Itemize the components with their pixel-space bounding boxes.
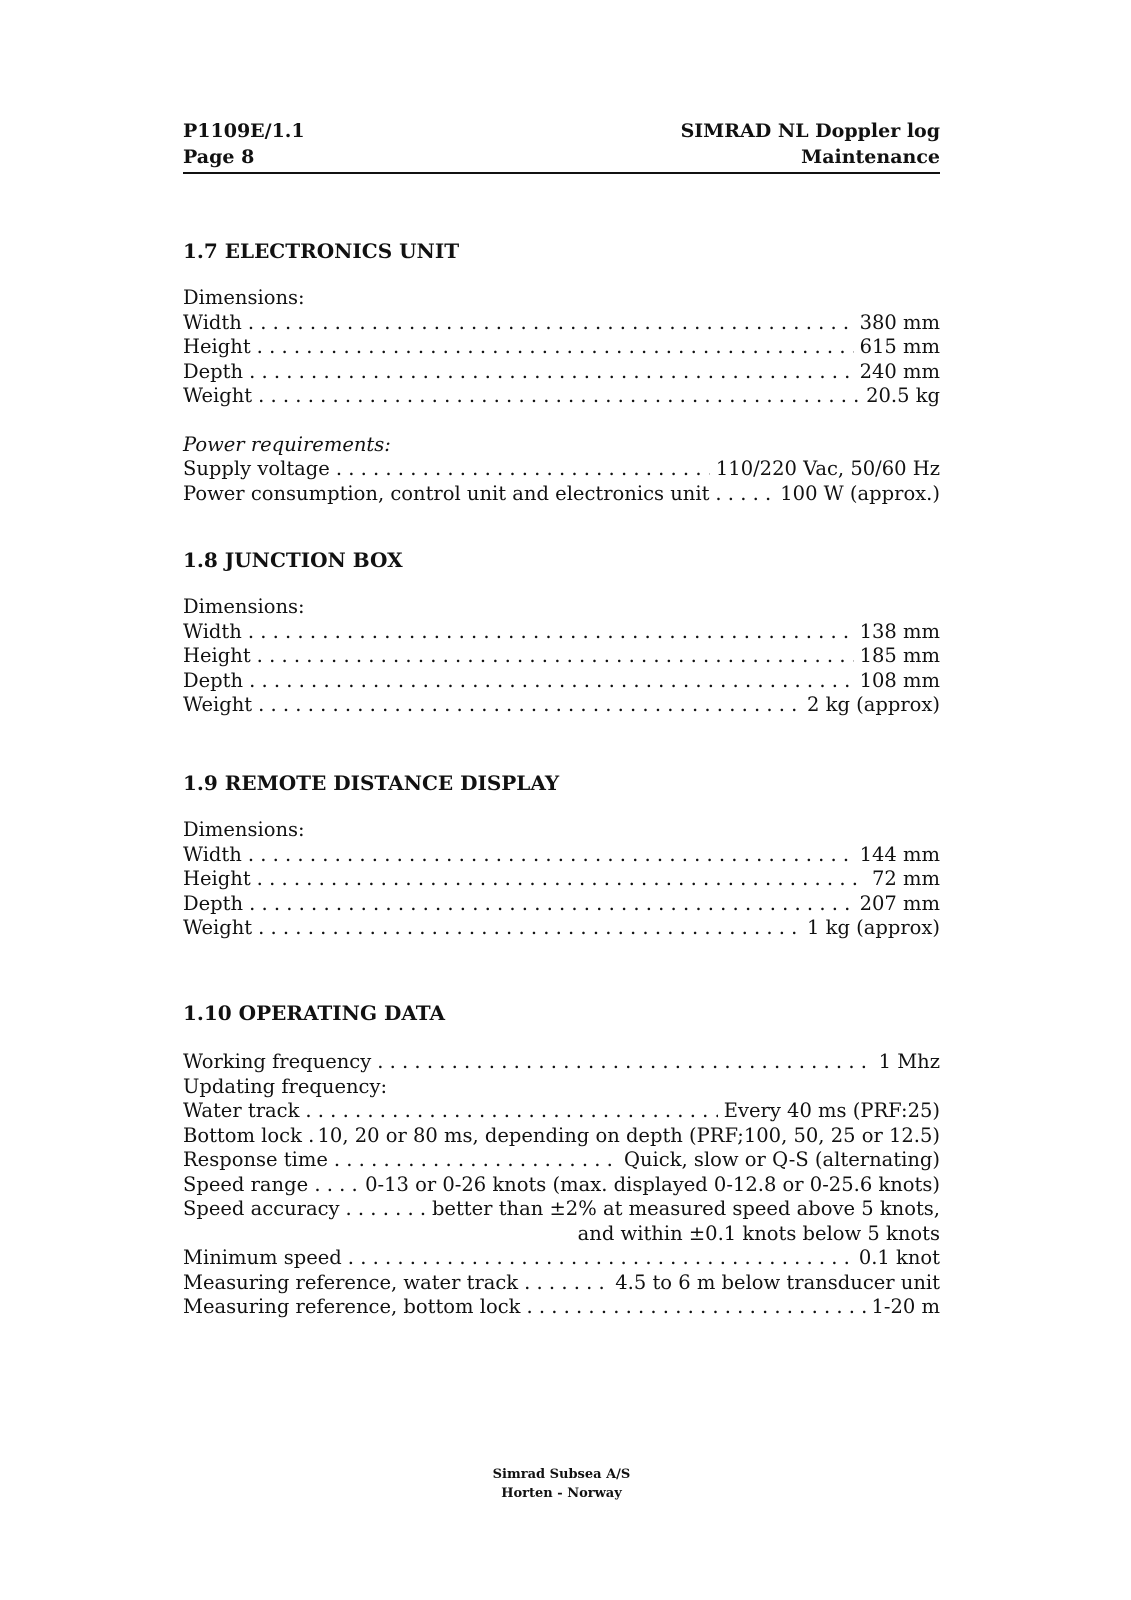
spec-row-depth bbox=[183, 669, 940, 694]
spec-value: 240 mm bbox=[859, 359, 940, 383]
spec-row-weight bbox=[183, 384, 940, 409]
leader-dots bbox=[258, 384, 860, 409]
spec-value: 10, 20 or 80 ms, depending on depth (PRF;100, 50, 25 or 12.5) bbox=[317, 1123, 940, 1147]
section-electronics-unit bbox=[183, 238, 940, 506]
leader-dots bbox=[305, 1099, 717, 1124]
spec-value: 20.5 kg bbox=[866, 384, 940, 407]
section-operating-data bbox=[183, 1000, 940, 1320]
leader-dots bbox=[248, 311, 854, 336]
section-remote-distance-display bbox=[183, 770, 940, 941]
spec-label: Supply voltage bbox=[183, 457, 330, 480]
chapter-name: Maintenance bbox=[801, 146, 940, 168]
leader-dots bbox=[336, 457, 710, 482]
spec-row-water-track bbox=[183, 1099, 940, 1124]
page-footer bbox=[183, 1465, 940, 1503]
spec-row-bottom-lock bbox=[183, 1124, 940, 1149]
spec-value: Every 40 ms (PRF:25) bbox=[723, 1099, 940, 1122]
spec-label: Width bbox=[183, 842, 242, 866]
spec-row-minimum-speed bbox=[183, 1246, 940, 1271]
leader-dots bbox=[257, 335, 854, 360]
footer-location: Horten - Norway bbox=[501, 1486, 622, 1501]
footer-company: Simrad Subsea A/S bbox=[492, 1467, 631, 1482]
spec-row-response-time bbox=[183, 1148, 940, 1173]
spec-label: Speed range . . . . bbox=[183, 1172, 358, 1196]
spec-label: Height bbox=[183, 867, 251, 890]
leader-dots bbox=[524, 1271, 609, 1296]
product-name: SIMRAD NL Doppler log bbox=[680, 120, 940, 142]
section-title: 1.10 OPERATING DATA bbox=[183, 1001, 446, 1025]
leader-dots bbox=[257, 644, 854, 669]
spec-label: Width bbox=[183, 619, 242, 643]
spec-row-weight bbox=[183, 693, 940, 718]
spec-row-height bbox=[183, 335, 940, 360]
spec-label: Weight bbox=[183, 693, 253, 716]
section-title: 1.9 REMOTE DISTANCE DISPLAY bbox=[183, 771, 560, 795]
spec-row-depth bbox=[183, 892, 940, 917]
spec-value: better than ±2% at measured speed above 5 knots, bbox=[431, 1197, 940, 1220]
header-rule bbox=[183, 172, 940, 174]
leader-dots bbox=[348, 1246, 853, 1271]
spec-value: 108 mm bbox=[859, 668, 940, 692]
dimensions-label: Dimensions: bbox=[183, 595, 305, 618]
spec-label: Height bbox=[183, 644, 251, 667]
spec-value: Quick, slow or Q-S (alternating) bbox=[624, 1148, 940, 1171]
spec-row-reference-bottom bbox=[183, 1295, 940, 1320]
leader-dots bbox=[257, 867, 866, 892]
header-left bbox=[183, 118, 305, 170]
spec-value: 4.5 to 6 m below transducer unit bbox=[615, 1270, 940, 1294]
page-number: Page 8 bbox=[183, 146, 255, 168]
spec-row-width bbox=[183, 620, 940, 645]
spec-label: Measuring reference, bottom lock bbox=[183, 1295, 521, 1318]
spec-label: Speed accuracy bbox=[183, 1197, 340, 1220]
spec-label: Minimum speed bbox=[183, 1246, 342, 1269]
spec-label: Water track bbox=[183, 1099, 300, 1122]
spec-row-weight bbox=[183, 916, 940, 941]
spec-label: Height bbox=[183, 335, 251, 358]
leader-dots bbox=[258, 693, 801, 718]
spec-row-speed-accuracy bbox=[183, 1197, 940, 1222]
leader-dots bbox=[258, 916, 801, 941]
spec-label: Weight bbox=[183, 916, 253, 939]
spec-value: 72 mm bbox=[872, 867, 940, 890]
spec-label: Response time bbox=[183, 1148, 328, 1171]
spec-label: Depth bbox=[183, 891, 244, 915]
spec-value: 138 mm bbox=[859, 619, 940, 643]
spec-value: 144 mm bbox=[859, 842, 940, 866]
spec-row-height bbox=[183, 867, 940, 892]
spec-label: Depth bbox=[183, 668, 244, 692]
spec-label: Width bbox=[183, 310, 242, 334]
spec-row-reference-water bbox=[183, 1271, 940, 1296]
leader-dots bbox=[715, 482, 774, 507]
leader-dots bbox=[526, 1295, 865, 1320]
section-title: 1.7 ELECTRONICS UNIT bbox=[183, 239, 460, 263]
spec-label: Weight bbox=[183, 384, 253, 407]
spec-value: 2 kg (approx) bbox=[807, 693, 940, 716]
spec-value: 110/220 Vac, 50/60 Hz bbox=[715, 457, 940, 480]
leader-dots bbox=[249, 669, 854, 694]
spec-value: 207 mm bbox=[859, 891, 940, 915]
spec-label: Bottom lock . bbox=[183, 1123, 315, 1147]
spec-label: Working frequency bbox=[183, 1050, 372, 1073]
spec-row-width bbox=[183, 843, 940, 868]
spec-value: 100 W (approx.) bbox=[780, 481, 940, 505]
spec-row-width bbox=[183, 311, 940, 336]
spec-row-consumption bbox=[183, 482, 940, 507]
header-right bbox=[681, 118, 940, 170]
spec-value: 1-20 m bbox=[871, 1295, 940, 1318]
spec-label: Depth bbox=[183, 359, 244, 383]
dimensions-label: Dimensions: bbox=[183, 818, 305, 841]
leader-dots bbox=[249, 360, 854, 385]
spec-value: 615 mm bbox=[859, 335, 940, 358]
spec-label: Power consumption, control unit and electronics unit bbox=[183, 481, 710, 505]
document-page bbox=[183, 0, 940, 1600]
section-title: 1.8 JUNCTION BOX bbox=[183, 548, 403, 572]
spec-row-speed-range bbox=[183, 1173, 940, 1198]
spec-label: Measuring reference, water track bbox=[183, 1270, 519, 1294]
spec-row-height bbox=[183, 644, 940, 669]
power-requirements-label: Power requirements: bbox=[183, 432, 391, 456]
spec-row-working-frequency bbox=[183, 1050, 940, 1075]
spec-value: 0-13 or 0-26 knots (max. displayed 0-12.8 or 0-25.6 knots) bbox=[365, 1172, 940, 1196]
leader-dots bbox=[334, 1148, 618, 1173]
spec-value: 380 mm bbox=[859, 310, 940, 334]
dimensions-label: Dimensions: bbox=[183, 286, 305, 309]
section-junction-box bbox=[183, 547, 940, 718]
spec-row-supply bbox=[183, 457, 940, 482]
leader-dots bbox=[249, 892, 854, 917]
leader-dots bbox=[248, 620, 854, 645]
spec-value: 185 mm bbox=[859, 644, 940, 667]
spec-value: 1 Mhz bbox=[878, 1050, 940, 1073]
spec-value: 0.1 knot bbox=[858, 1246, 940, 1269]
speed-accuracy-continuation: and within ±0.1 knots below 5 knots bbox=[577, 1221, 940, 1245]
leader-dots bbox=[377, 1050, 872, 1075]
updating-frequency-label: Updating frequency: bbox=[183, 1074, 388, 1098]
leader-dots bbox=[346, 1197, 426, 1222]
leader-dots bbox=[248, 843, 854, 868]
doc-id: P1109E/1.1 bbox=[183, 120, 305, 142]
spec-row-depth bbox=[183, 360, 940, 385]
spec-value: 1 kg (approx) bbox=[807, 916, 940, 939]
